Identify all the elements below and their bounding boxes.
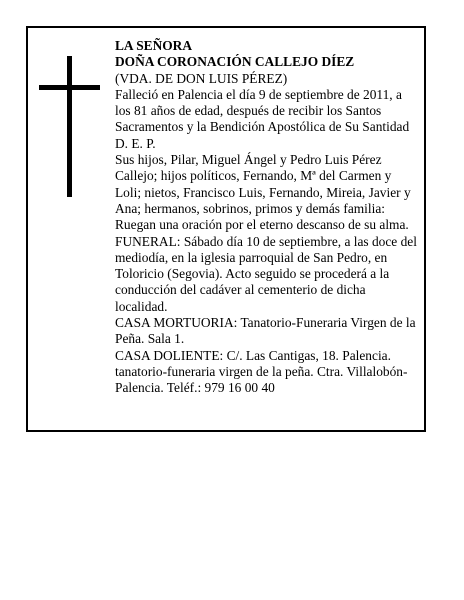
obituary-text — [115, 38, 420, 397]
obituary-notice — [26, 26, 426, 432]
prayer-request: Ruegan una oración por el eterno descanso de su alma. — [115, 217, 409, 233]
funeral-details: FUNERAL: Sábado día 10 de septiembre, a las doce del mediodía, en la iglesia parroquial de San Pedro, en Toloricio (Segovia). Acto seguido se procederá a la conducción del cadáver al cementerio de dicha localidad. — [115, 233, 417, 314]
cross-horizontal-bar — [39, 85, 100, 90]
death-notice: Falleció en Palencia el día 9 de septiembre de 2011, a los 81 años de edad, después de recibir los Santos Sacramentos y la Bendición Apostólica de Su Santidad — [115, 86, 410, 135]
cross-vertical-bar — [67, 56, 72, 197]
mortuary-info: CASA MORTUORIA: Tanatorio-Funeraria Virgen de la Peña. Sala 1. — [115, 315, 416, 347]
funeral-home-contact: tanatorio-funeraria virgen de la peña. Ctra. Villalobón-Palencia. Teléf.: 979 16 00 40 — [115, 363, 408, 396]
mourning-house-info: CASA DOLIENTE: C/. Las Cantigas, 18. Palencia. — [115, 347, 391, 363]
heading: LA SEÑORA — [115, 38, 193, 53]
deceased-name: DOÑA CORONACIÓN CALLEJO DÍEZ — [115, 54, 355, 70]
rip: D. E. P. — [115, 135, 156, 151]
widow-of: (VDA. DE DON LUIS PÉREZ) — [115, 70, 288, 86]
family-list: Sus hijos, Pilar, Miguel Ángel y Pedro Luis Pérez Callejo; hijos políticos, Fernando, Mª del Carmen y Loli; nietos, Francisco Luis, Fernando, Mireia, Javier y Ana; hermanos, sobrinos, primos y demás familia: — [115, 152, 411, 216]
